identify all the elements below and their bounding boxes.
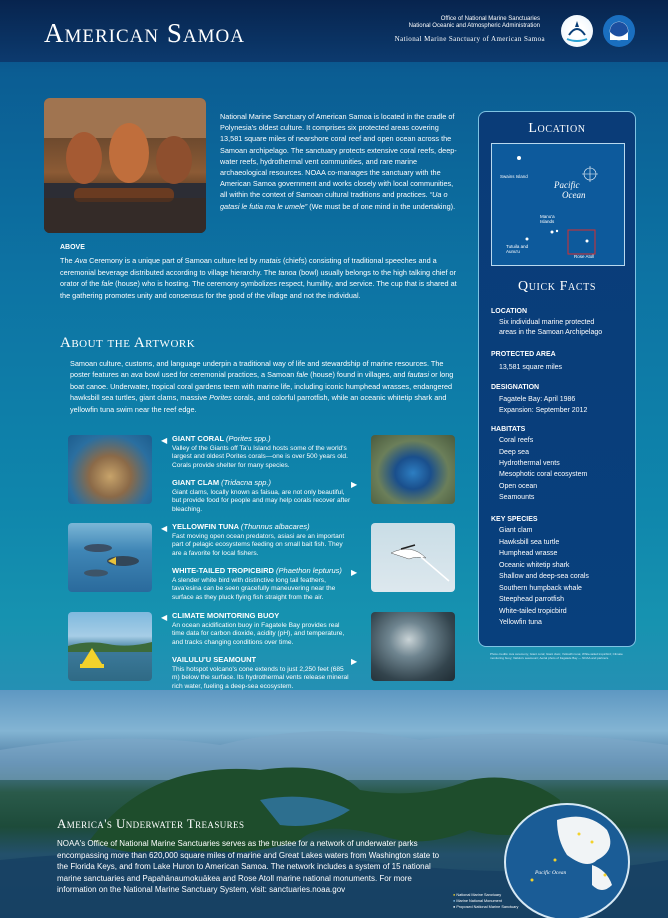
artwork-term-fautasi: fautasi — [407, 370, 429, 380]
arrow-left-icon: ◀ — [161, 436, 168, 445]
arrow-left-icon: ◀ — [161, 524, 168, 533]
intro-quote: “Ua o gatasi le futia ma le umele” — [220, 190, 448, 211]
fact-value: areas in the Samoan Archipelago — [499, 329, 603, 336]
fact-value: Fagatele Bay: April 1986 — [499, 396, 576, 403]
sidebar-panel — [478, 111, 636, 647]
fact-value: Six individual marine protected — [499, 319, 595, 326]
legend-item: ● Proposed National Marine Sanctuary — [453, 905, 519, 909]
fact-value: Steephead parrotfish — [499, 596, 564, 603]
giant-clam-photo — [371, 435, 455, 504]
species-yellowfin-tuna — [172, 523, 352, 558]
species-giant-coral — [172, 435, 352, 470]
legend-label: National Marine Sanctuary — [456, 893, 502, 897]
agency-name — [409, 16, 540, 30]
fact-value: Coral reefs — [499, 437, 534, 444]
treasures-paragraph: NOAA's Office of National Marine Sanctuaries serves as the trustee for a network of underwater parks encompassing more than 620,000 square miles of marine and Great Lakes waters from Washington state to the Florida Keys, and from Lake Huron to American Samoa. The network includes a system of 15 national marine sanctuaries and Papahānaumokuākea and Rose Atoll marine national monuments. For more information on the National Marine Sanctuary System, visit: sanctuaries.noaa.gov — [57, 839, 440, 895]
globe-legend — [453, 892, 518, 910]
artwork-text: Samoan culture, customs, and language underpin a traditional way of life and stewardship of marine resources. The poster features an — [70, 359, 444, 380]
artwork-paragraph — [70, 358, 460, 415]
above-paragraph — [60, 255, 460, 301]
fact-label: PROTECTED AREA — [491, 351, 556, 358]
seamount-photo — [371, 612, 455, 681]
above-term-fale: fale — [101, 279, 114, 288]
above-text: (bowl) usually belongs to the high talking chief or orator of the — [60, 267, 457, 288]
fact-value: Southern humpback whale — [499, 585, 582, 592]
fact-value: Deep sea — [499, 449, 529, 456]
artwork-text: or long boat canoe. Underwater, tropical coral gardens teem with marine life, including iconic humphead wrasses, endangered hawksbill sea turtles, giant clams, massive — [70, 370, 454, 403]
fact-value: Humphead wrasse — [499, 550, 558, 557]
species-seamount — [172, 656, 352, 691]
arrow-left-icon: ◀ — [161, 613, 168, 622]
fact-value: Hawksbill sea turtle — [499, 539, 560, 546]
climate-buoy-photo — [68, 612, 152, 681]
fact-value: Giant clam — [499, 527, 533, 534]
species-name: YELLOWFIN TUNA — [172, 522, 239, 531]
species-scientific-name: (Porites spp.) — [226, 434, 271, 443]
header-banner — [0, 0, 668, 62]
intro-paragraph — [220, 111, 460, 212]
artwork-term-fale: fale — [296, 370, 309, 380]
above-text: Ceremony is a unique part of Samoan culture led by — [87, 256, 260, 265]
species-climate-buoy — [172, 612, 352, 647]
legend-label: Marine National Monument — [456, 899, 502, 903]
photo-credits: Photo credits: Ava ceremony; Giant coral; Giant clam; Yellowfin tuna; White-tailed tropicbird; Climate monitoring buoy; Vailulu'u seamount; Aerial photo of Fagatele Bay — NOAA and partners. — [490, 652, 623, 660]
artwork-text: bowl used for ceremonial practices, a Samoan — [142, 370, 297, 380]
fact-value: Shallow and deep-sea corals — [499, 573, 589, 580]
above-text: (house) who is hosting. The ceremony symbolizes respect, humility, and service. The cup that is shared at the gathering promotes unity and consensus for the good of the village and not the individual. — [60, 279, 457, 300]
species-name: WHITE-TAILED TROPICBIRD — [172, 566, 274, 575]
map-label-rose-atoll: Rose Atoll — [574, 254, 595, 259]
species-description: This hotspot volcano's cone extends to just 2,250 feet (685 m) below the surface. Its hydrothermal vents release mineral rich water, fueling a deep-sea ecosystem. — [172, 665, 349, 690]
legend-item: ● National Marine Sanctuary — [453, 893, 502, 897]
artwork-text: corals, and colorful parrotfish, while an oceanic whitetip shark and yellowfin tuna swim near the reef edge. — [70, 393, 447, 414]
arrow-right-icon: ▶ — [351, 568, 358, 577]
globe-label: Pacific Ocean — [535, 870, 567, 876]
species-name: CLIMATE MONITORING BUOY — [172, 611, 280, 620]
noaa-logo-icon — [603, 15, 635, 47]
above-text: (chiefs) consisting of traditional speeches and a ceremonial beverage distributed according to village hierarchy. The — [60, 256, 437, 277]
location-map — [491, 143, 625, 266]
map-label-ocean: Ocean — [562, 190, 586, 200]
species-name: GIANT CLAM — [172, 478, 220, 487]
fact-label: DESIGNATION — [491, 384, 540, 391]
above-term-ava: Ava — [74, 256, 88, 265]
sanctuary-name: National Marine Sanctuary of American Samoa — [394, 35, 545, 43]
artwork-text: (house) found in villages, and — [308, 370, 408, 380]
artwork-heading: About the Artwork — [60, 335, 196, 351]
fact-label: LOCATION — [491, 308, 528, 315]
species-name: GIANT CORAL — [172, 434, 224, 443]
intro-text-b: (We must be of one mind in the undertaking). — [307, 201, 456, 211]
species-description: An ocean acidification buoy in Fagatele Bay provides real time data for carbon dioxide, acidity (pH), and temperature, and tracks changing conditions over time. — [172, 621, 345, 646]
fact-label: HABITATS — [491, 426, 526, 433]
species-scientific-name: (Thunnus albacares) — [240, 522, 310, 531]
fact-value: White-tailed tropicbird — [499, 608, 567, 615]
fact-value: Hydrothermal vents — [499, 460, 560, 467]
species-description: A slender white bird with distinctive long tail feathers, tava'esina can be seen gracefully maneuvering near the surface as they pluck flying fish straight from the air. — [172, 576, 336, 601]
tropicbird-photo — [371, 523, 455, 592]
above-term-matais: matais — [259, 256, 281, 265]
fact-value: Yellowfin tuna — [499, 619, 542, 626]
species-description: Fast moving open ocean predators, asiasi are an important part of pelagic ecosystems feeding on small bait fish. They are a favorite for local fishers. — [172, 532, 345, 557]
fact-value: Oceanic whitetip shark — [499, 562, 570, 569]
fact-label: KEY SPECIES — [491, 516, 538, 523]
artwork-term-porites: Porites — [209, 393, 232, 403]
map-label-pacific: Pacific — [554, 180, 580, 190]
giant-coral-photo — [68, 435, 152, 504]
agency-line-2: National Oceanic and Atmospheric Administration — [408, 23, 540, 29]
fact-value: Expansion: September 2012 — [499, 407, 588, 414]
map-label-tutuila: Tutuila and Aunu'u — [506, 244, 529, 254]
fact-value: Mesophotic coral ecosystem — [499, 471, 588, 478]
fact-value: Seamounts — [499, 494, 535, 501]
above-heading: ABOVE — [60, 244, 85, 251]
map-label-swains: Swains Island — [500, 174, 528, 179]
treasures-heading: America's Underwater Treasures — [57, 816, 245, 831]
species-name: VAILULU'U SEAMOUNT — [172, 655, 257, 664]
map-label-manua: Manu'a Islands — [540, 214, 555, 224]
fact-value: 13,581 square miles — [499, 364, 563, 371]
fact-value: Open ocean — [499, 483, 538, 490]
sanctuary-system-globe — [453, 800, 632, 918]
species-description: Valley of the Giants off Ta'u Island hosts some of the world's largest and oldest Porites corals—one is over 500 years old. Corals provide shelter for many species. — [172, 444, 348, 469]
quick-facts-heading: Quick Facts — [517, 279, 596, 294]
agency-line-1: Office of National Marine Sanctuaries — [440, 16, 540, 22]
arrow-right-icon: ▶ — [351, 657, 358, 666]
sanctuary-logo-icon — [561, 15, 593, 47]
artwork-term-ava: ava — [130, 370, 143, 380]
species-description: Giant clams, locally known as faisua, are not only beautiful, but provide food for people and may help corals recover after bleaching. — [172, 488, 351, 513]
page-title: American Samoa — [44, 18, 245, 48]
ava-ceremony-photo — [44, 98, 206, 233]
yellowfin-tuna-photo — [68, 523, 152, 592]
arrow-right-icon: ▶ — [351, 480, 358, 489]
species-tropicbird — [172, 567, 352, 602]
above-term-tanoa: tanoa — [278, 267, 297, 277]
intro-text-a: National Marine Sanctuary of American Samoa is located in the cradle of Polynesia's oldest culture. It comprises six protected areas covering 13,581 square miles of nearshore coral reef and open ocean across the Samoan archipelago. The sanctuary protects extensive coral reefs, deep-water reefs, hydrothermal vent communities, and rare marine archaeological resources. NOAA co-manages the sanctuary with the American Samoa government and works closely with local communities, all within the context of Samoan cultural traditions and practices. — [220, 112, 457, 200]
legend-label: Proposed National Marine Sanctuary — [456, 905, 519, 909]
species-giant-clam — [172, 479, 352, 514]
species-scientific-name: (Tridacna spp.) — [221, 478, 272, 487]
legend-item: ● Marine National Monument — [453, 899, 502, 903]
location-heading: Location — [528, 121, 586, 136]
species-scientific-name: (Phaethon lepturus) — [276, 566, 342, 575]
above-text: The — [60, 256, 75, 265]
